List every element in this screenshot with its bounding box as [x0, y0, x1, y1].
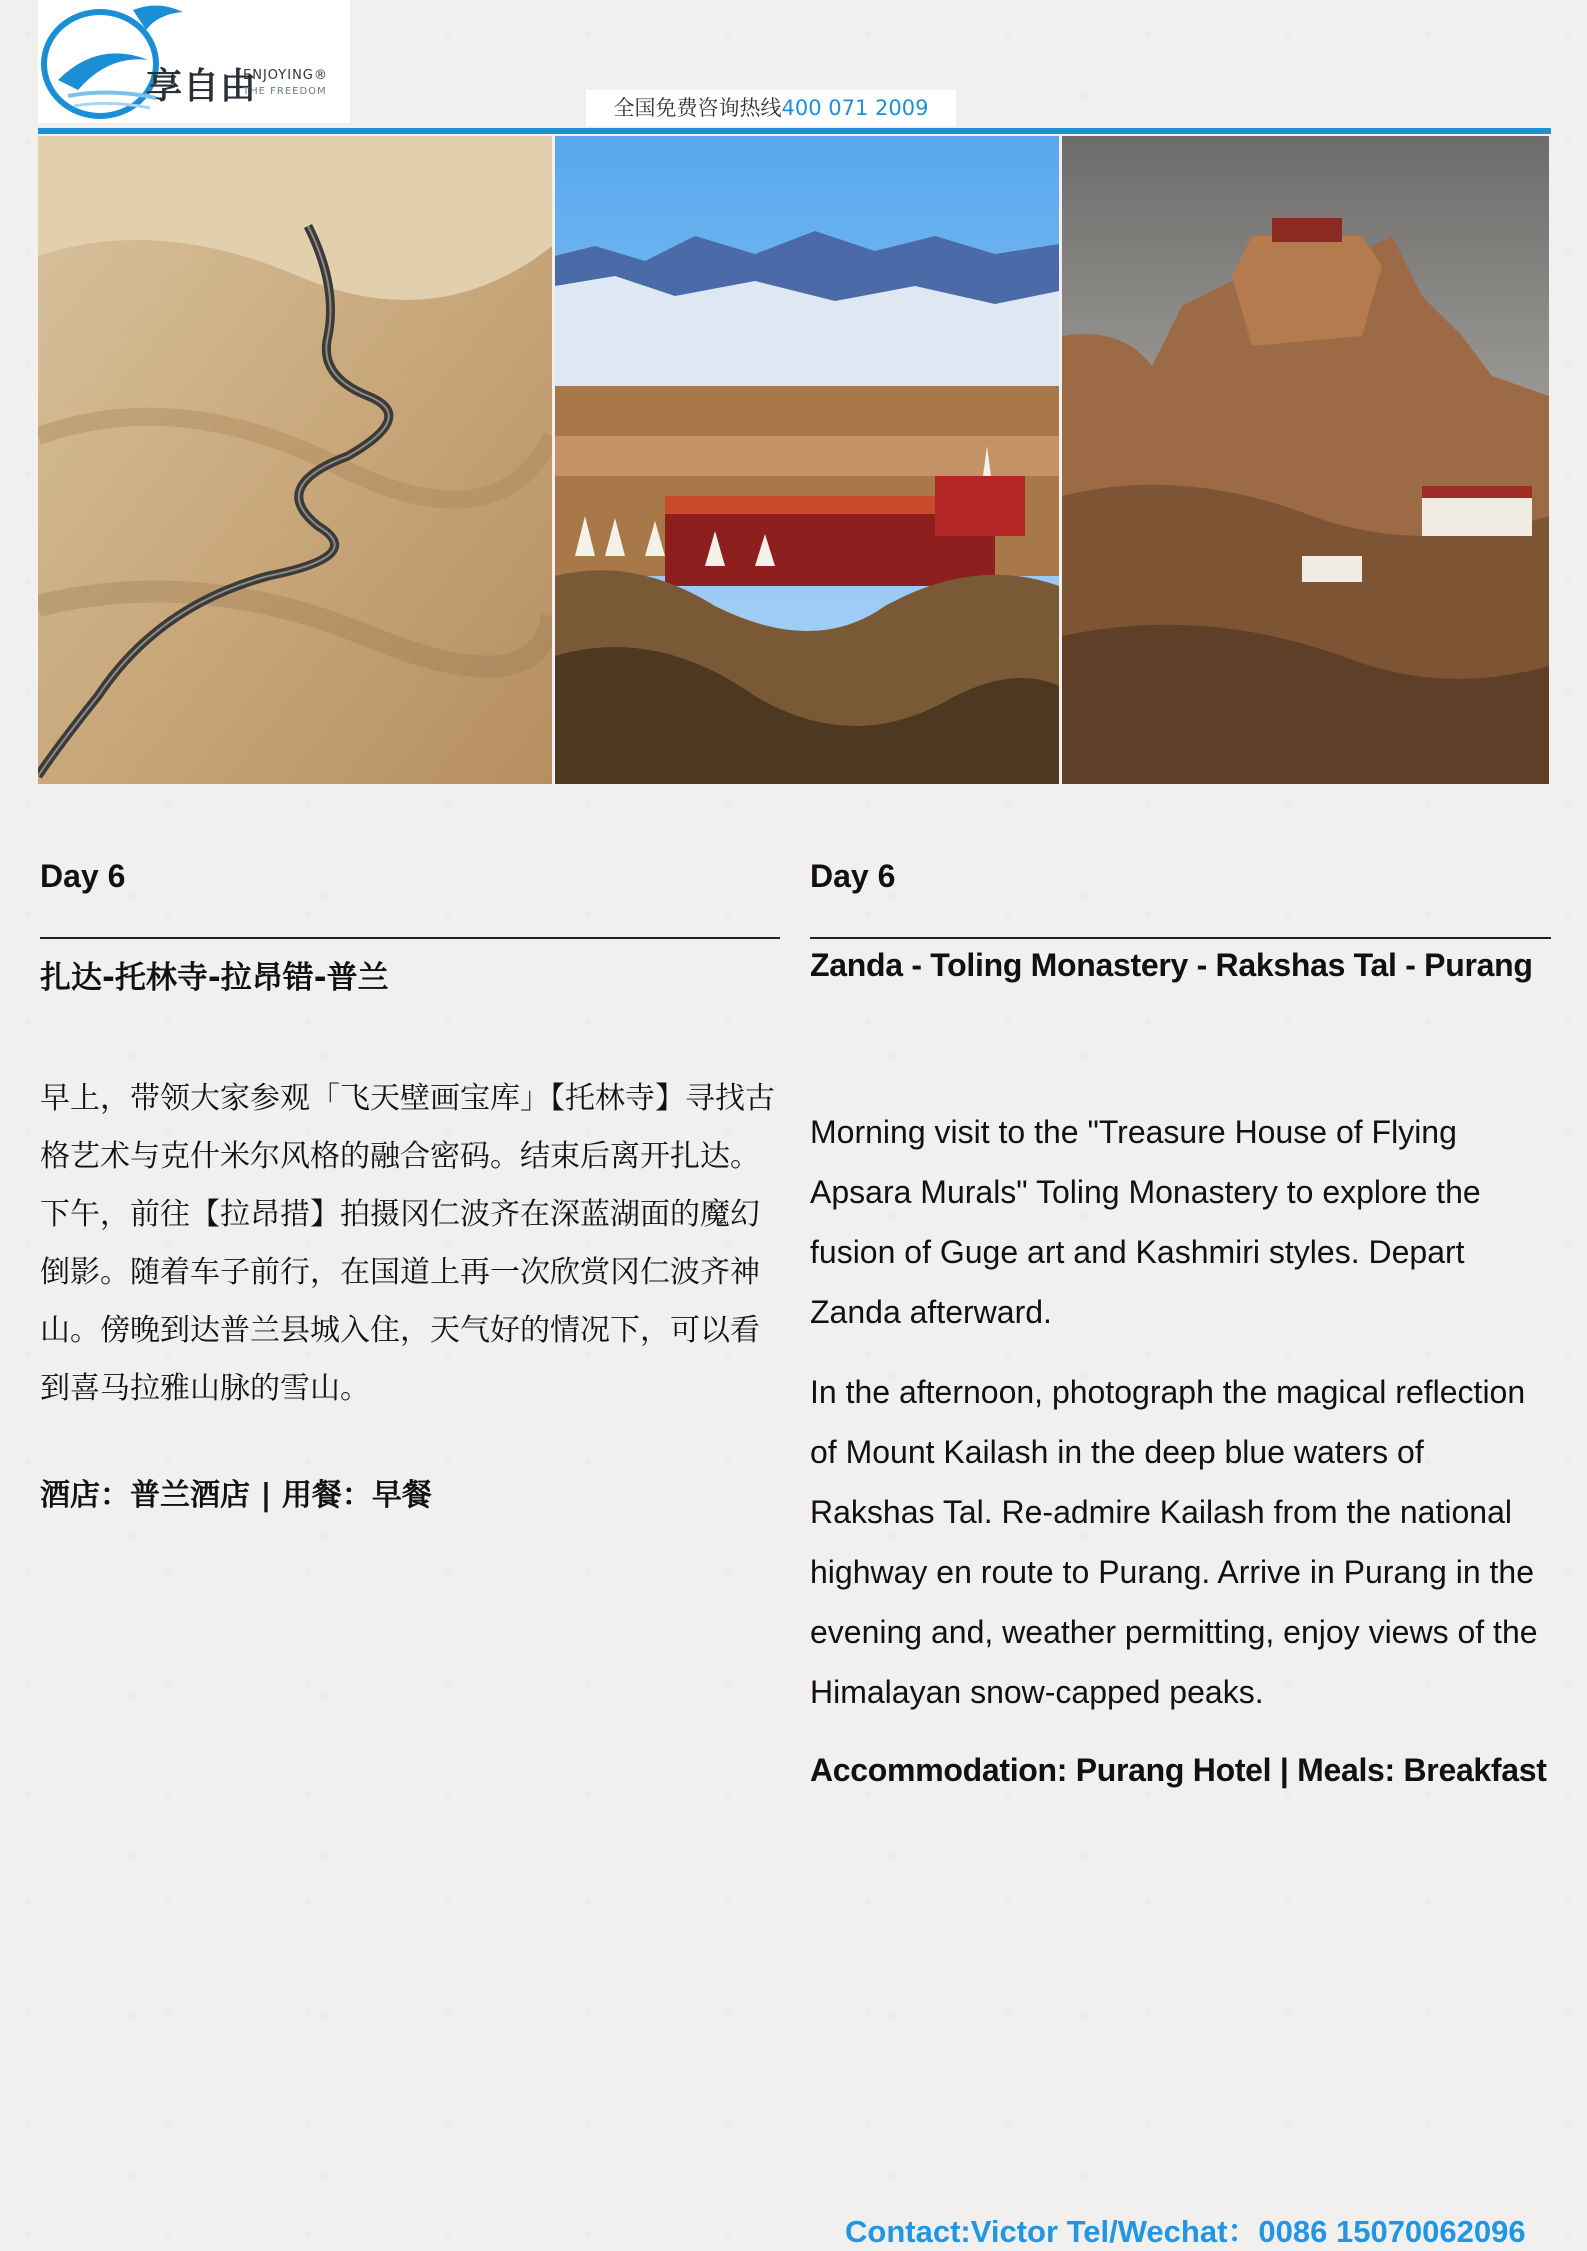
- itinerary-body-cn: [40, 1070, 785, 1418]
- hotel-meals-en: Accommodation: Purang Hotel | Meals: Breakfast: [810, 1752, 1547, 1788]
- logo-name-en: ENJOYING®: [243, 68, 328, 83]
- winding-road-photo: [38, 136, 552, 784]
- itinerary-title-cn: 扎达-托林寺-拉昂错-普兰: [40, 960, 389, 996]
- paragraph-cn-2: 下午，前往【拉昂措】拍摄冈仁波齐在深蓝湖面的魔幻倒影。随着车子前行，在国道上再一次欣赏冈仁波齐神山。傍晚到达普兰县城入住，天气好的情况下，可以看到喜马拉雅山脉的雪山。: [40, 1197, 760, 1406]
- paragraph-en-2: In the afternoon, photograph the magical reflection of Mount Kailash in the deep blue waters of Rakshas Tal. Re-admire Kailash from the national highway en route to Purang. Arrive in Purang in the evening and, weather permitting, enjoy views of the Himalayan snow-capped peaks.: [810, 1374, 1538, 1710]
- paragraph-en-1: Morning visit to the "Treasure House of Flying Apsara Murals" Toling Monastery to explore the fusion of Guge art and Kashmiri styles. Depart Zanda afterward.: [810, 1114, 1481, 1330]
- logo-tagline: THE FREEDOM: [243, 86, 327, 97]
- header-divider: [38, 128, 1551, 134]
- hotline-number: 400 071 2009: [781, 96, 929, 120]
- hotline-banner: [586, 90, 956, 126]
- brand-logo: [38, 0, 350, 123]
- day-label-en: Day 6: [810, 858, 896, 894]
- hotline-label: 全国免费咨询热线: [613, 96, 782, 120]
- itinerary-title-en: Zanda - Toling Monastery - Rakshas Tal - Purang: [810, 947, 1533, 983]
- contact-info: Contact:Victor Tel/Wechat：0086 15070062096: [845, 2214, 1526, 2249]
- logo-name-cn: 享自由: [146, 66, 258, 107]
- hotel-meals-cn: 酒店：普兰酒店 | 用餐：早餐: [40, 1478, 432, 1513]
- guge-ruins-photo: [1062, 136, 1549, 784]
- section-divider-left: [40, 937, 780, 939]
- toling-monastery-photo: [555, 136, 1059, 784]
- day-label-cn: Day 6: [40, 858, 126, 894]
- paragraph-cn-1: 早上，带领大家参观「飞天壁画宝库」【托林寺】寻找古格艺术与克什米尔风格的融合密码。结束后离开扎达。: [40, 1081, 775, 1174]
- section-divider-right: [810, 937, 1551, 939]
